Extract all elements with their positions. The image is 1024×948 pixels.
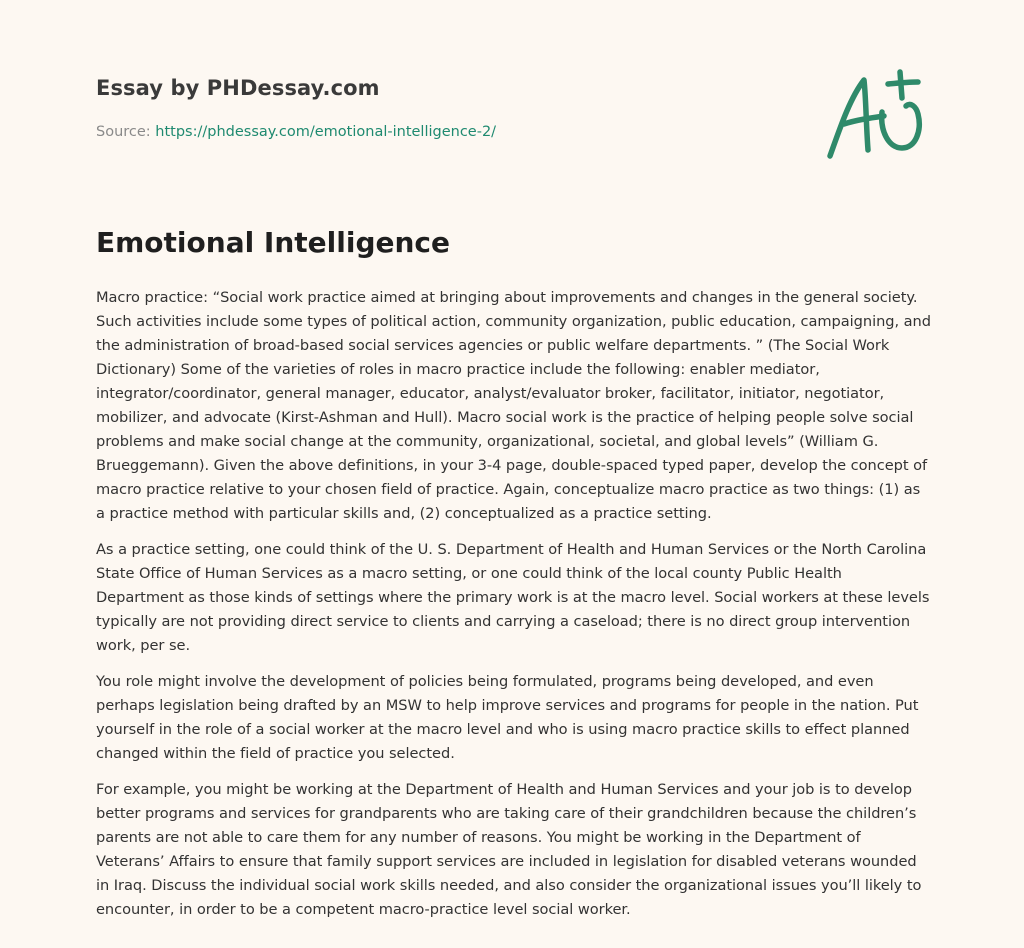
a-plus-logo-icon [822, 68, 932, 168]
source-link[interactable]: https://phdessay.com/emotional-intelligence-2/ [155, 124, 497, 140]
paragraph: For example, you might be working at the Department of Health and Human Services and your job is to develop better programs and services for grandparents who are taking care of their grandchildren because the children’s parents are not able to care them for any number of reasons. You might be working in the Department of Veterans’ Affairs to ensure that family support services are included in legislation for disabled veterans wounded in Iraq. Discuss the individual social work skills needed, and also consider the organizational issues you’ll likely to encounter, in order to be a competent macro-practice level social worker. [96, 781, 922, 918]
brand-title: Essay by PHDessay.com [96, 76, 380, 100]
paragraph: You role might involve the development of policies being formulated, programs being developed, and even perhaps legislation being drafted by an MSW to help improve services and programs for people in the nation. Put yourself in the role of a social worker at the macro level and who is using macro practice skills to effect planned changed within the field of practice you selected. [96, 673, 919, 762]
source-label: Source: [96, 124, 151, 140]
paragraph: As a practice setting, one could think of the U. S. Department of Health and Human Services or the North Carolina State Office of Human Services as a macro setting, or one could think of the local county Public Health Department as those kinds of settings where the primary work is at the macro level. Social workers at these levels typically are not providing direct service to clients and carrying a caseload; there is no direct group intervention work, per se. [96, 541, 930, 654]
essay-title: Emotional Intelligence [96, 226, 451, 259]
source-line [96, 124, 496, 140]
essay-body [96, 286, 932, 934]
paragraph: Macro practice: “Social work practice aimed at bringing about improvements and changes in the general society. Such activities include some types of political action, community organization, public education, campaigning, and the administration of broad-based social services agencies or public welfare departments. ” (The Social Work Dictionary) Some of the varieties of roles in macro practice include the following: enabler mediator, integrator/coordinator, general manager, educator, analyst/evaluator broker, facilitator, initiator, negotiator, mobilizer, and advocate (Kirst-Ashman and Hull). Macro social work is the practice of helping people solve social problems and make social change at the community, organizational, societal, and global levels” (William G. Brueggemann). Given the above definitions, in your 3-4 page, double-spaced typed paper, develop the concept of macro practice relative to your chosen field of practice. Again, conceptualize macro practice as two things: (1) as a practice method with particular skills and, (2) conceptualized as a practice setting. [96, 289, 931, 522]
